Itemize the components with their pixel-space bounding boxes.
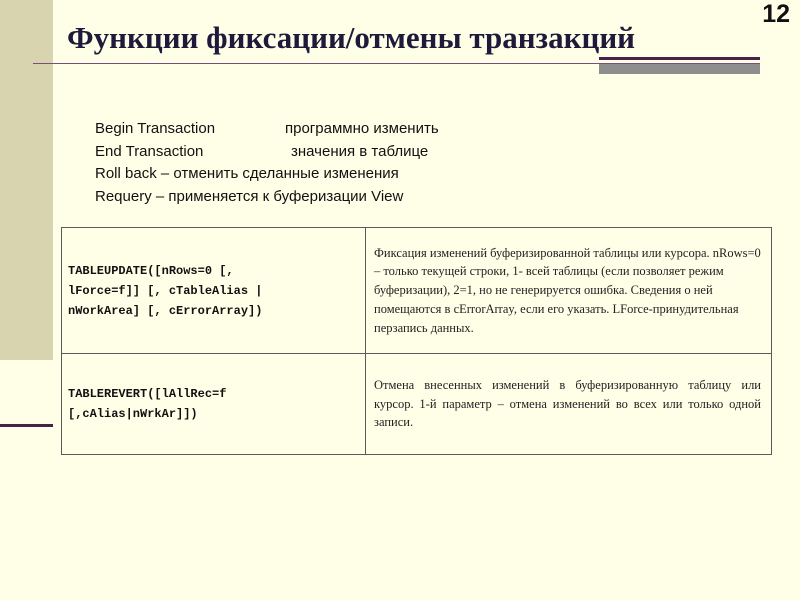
- function-description-cell: Фиксация изменений буферизированной таблицы или курсора. nRows=0 – только текущей строки, 1- всей таблицы (если позволяет режим буферизации), 2=1, но не генерируется ошибка. Сведения о ней помещаются в cErrorArray, если его указать. LForce-принудительная перзапись данных.: [366, 228, 772, 354]
- signature-line: nWorkArea] [, cErrorArray]): [68, 303, 263, 318]
- decorative-left-rule: [0, 424, 53, 427]
- signature-line: TABLEREVERT([lAllRec=f: [68, 387, 227, 401]
- signature-line: TABLEUPDATE([nRows=0 [,: [68, 263, 234, 278]
- function-description-cell: Отмена внесенных изменений в буферизированную таблицу или курсор. 1-й параметр – отмена изменений во всех или только одной записи.: [366, 354, 772, 455]
- bullet-item: Requery – применяется к буферизации View: [95, 188, 404, 206]
- signature-line: lForce=f]] [, cTableAlias |: [68, 283, 263, 298]
- bullet-term: Begin Transaction: [95, 120, 216, 137]
- bullet-term: End Transaction: [95, 142, 204, 160]
- table-row: [62, 354, 772, 455]
- decorative-title-block: [599, 64, 760, 74]
- signature-line: [,cAlias|nWrkAr]]): [68, 407, 198, 421]
- bullet-item: Roll back – отменить сделанные изменения: [95, 165, 399, 183]
- functions-table: [61, 227, 772, 455]
- function-signature-cell: [62, 228, 366, 354]
- function-signature-cell: [62, 354, 366, 455]
- decorative-title-top-rule: [599, 57, 760, 60]
- decorative-side-bar: [0, 0, 53, 360]
- bullet-item: [95, 118, 439, 141]
- table-row: [62, 228, 772, 354]
- bullet-item: [95, 141, 439, 164]
- slide-number: 12: [762, 0, 790, 28]
- bullet-text: значения в таблице: [291, 142, 429, 160]
- bullet-list: [95, 118, 439, 209]
- slide-title: Функции фиксации/отмены транзакций: [67, 20, 636, 55]
- bullet-text: программно изменить: [285, 120, 439, 137]
